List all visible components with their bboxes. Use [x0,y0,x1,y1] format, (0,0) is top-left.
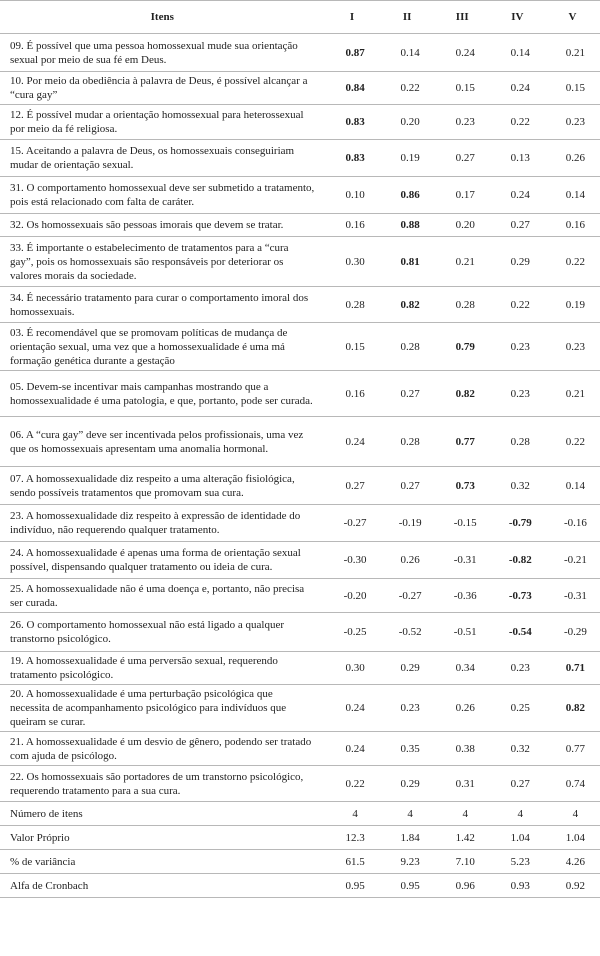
item-row-value: 0.84 [325,72,380,105]
item-row-value: 0.81 [380,237,435,287]
item-row-value: 0.77 [435,417,490,467]
item-row-value: -0.51 [435,613,490,652]
summary-row-value: 0.95 [325,874,380,898]
item-row-value: 0.73 [435,467,490,505]
item-row-label: 21. A homossexualidade é um desvio de gênero, podendo ser tratado com ajuda de psicólogo. [0,732,325,766]
item-row-value: 0.28 [325,287,380,323]
item-row-value: 0.74 [545,766,600,802]
item-row-value: 0.32 [490,732,545,766]
summary-row-value: 9.23 [380,850,435,874]
item-row-value: 0.16 [545,214,600,237]
item-row [0,105,600,140]
item-row-value: 0.30 [325,237,380,287]
summary-row-value: 4 [325,802,380,826]
item-row-value: 0.30 [325,652,380,685]
item-row-value: -0.19 [380,505,435,542]
item-row-value: 0.35 [380,732,435,766]
item-row-label: 12. É possível mudar a orientação homossexual para heterossexual por meio da fé religiosa. [0,105,325,140]
item-row-value: -0.36 [435,579,490,613]
item-row [0,417,600,467]
item-row [0,140,600,177]
summary-row-value: 12.3 [325,826,380,850]
item-row-value: 0.29 [380,766,435,802]
item-rows [0,34,600,802]
item-row [0,685,600,732]
item-row [0,237,600,287]
item-row [0,613,600,652]
item-row-value: -0.25 [325,613,380,652]
item-row-value: 0.34 [435,652,490,685]
item-row-value: 0.32 [490,467,545,505]
item-row-value: 0.38 [435,732,490,766]
item-row-value: 0.15 [325,323,380,371]
item-row-value: 0.19 [380,140,435,177]
item-row-value: 0.26 [435,685,490,732]
item-row [0,287,600,323]
summary-row-value: 1.84 [380,826,435,850]
item-row-value: 0.22 [545,417,600,467]
summary-row-value: 5.23 [490,850,545,874]
header-factor-iii: III [435,1,490,34]
item-row-value: 0.23 [490,371,545,417]
item-row [0,72,600,105]
item-row-value: -0.31 [435,542,490,579]
item-row-value: 0.82 [435,371,490,417]
item-row [0,34,600,72]
summary-row [0,826,600,850]
item-row-value: 0.27 [490,214,545,237]
header-items: Itens [0,1,325,34]
summary-row-label: % de variância [0,850,325,874]
summary-row-label: Alfa de Cronbach [0,874,325,898]
item-row-value: -0.30 [325,542,380,579]
item-row-value: 0.23 [490,652,545,685]
item-row-value: 0.23 [545,105,600,140]
item-row-label: 09. É possível que uma pessoa homossexual mude sua orientação sexual por meio de sua fé em Deus. [0,34,325,72]
item-row [0,505,600,542]
header-factor-iv: IV [490,1,545,34]
item-row-value: 0.22 [490,105,545,140]
item-row [0,467,600,505]
item-row-value: -0.29 [545,613,600,652]
item-row-value: 0.71 [545,652,600,685]
item-row-value: 0.27 [435,140,490,177]
summary-row-value: 1.04 [545,826,600,850]
item-row-value: 0.25 [490,685,545,732]
item-row-value: 0.83 [325,105,380,140]
item-row-label: 24. A homossexualidade é apenas uma forma de orientação sexual possível, dispensando qualquer tratamento ou ideia de cura. [0,542,325,579]
item-row-value: 0.21 [545,371,600,417]
item-row-value: 0.28 [490,417,545,467]
item-row [0,766,600,802]
item-row-value: 0.27 [490,766,545,802]
item-row [0,177,600,214]
item-row-label: 31. O comportamento homossexual deve ser submetido a tratamento, pois está relacionado com falta de caráter. [0,177,325,214]
item-row-value: 0.86 [380,177,435,214]
item-row-value: -0.31 [545,579,600,613]
item-row-value: -0.20 [325,579,380,613]
item-row-value: 0.87 [325,34,380,72]
item-row-label: 03. É recomendável que se promovam políticas de mudança de orientação sexual, uma vez que a homossexualidade é uma má formação genética durante a gestação [0,323,325,371]
item-row-value: 0.31 [435,766,490,802]
item-row-value: 0.24 [435,34,490,72]
summary-rows [0,802,600,898]
item-row-value: 0.16 [325,214,380,237]
item-row-value: 0.82 [545,685,600,732]
item-row-value: 0.15 [545,72,600,105]
summary-row-value: 0.93 [490,874,545,898]
item-row-value: -0.73 [490,579,545,613]
item-row-value: 0.14 [545,467,600,505]
header-factor-v: V [545,1,600,34]
item-row [0,542,600,579]
item-row [0,323,600,371]
item-row-value: 0.20 [380,105,435,140]
summary-row-label: Valor Próprio [0,826,325,850]
item-row-value: 0.16 [325,371,380,417]
item-row-value: 0.21 [435,237,490,287]
item-row-value: 0.13 [490,140,545,177]
item-row-value: 0.23 [490,323,545,371]
item-row-value: 0.27 [380,371,435,417]
item-row-label: 34. É necessário tratamento para curar o comportamento imoral dos homossexuais. [0,287,325,323]
summary-row [0,874,600,898]
item-row-value: 0.23 [545,323,600,371]
item-row-value: 0.17 [435,177,490,214]
item-row-value: 0.26 [380,542,435,579]
item-row-label: 22. Os homossexuais são portadores de um transtorno psicológico, requerendo tratamento para a sua cura. [0,766,325,802]
summary-row-value: 7.10 [435,850,490,874]
item-row [0,214,600,237]
item-row-label: 32. Os homossexuais são pessoas imorais que devem se tratar. [0,214,325,237]
item-row-value: 0.24 [325,685,380,732]
item-row-label: 06. A “cura gay” deve ser incentivada pelos profissionais, uma vez que os homossexuais apresentam uma anomalia hormonal. [0,417,325,467]
item-row-value: -0.79 [490,505,545,542]
item-row-value: 0.24 [490,72,545,105]
item-row-label: 25. A homossexualidade não é uma doença e, portanto, não precisa ser curada. [0,579,325,613]
item-row-value: -0.16 [545,505,600,542]
item-row-value: 0.29 [490,237,545,287]
item-row-value: 0.22 [380,72,435,105]
item-row-label: 07. A homossexualidade diz respeito a uma alteração fisiológica, sendo possíveis tratamentos que promovam sua cura. [0,467,325,505]
item-row-value: 0.20 [435,214,490,237]
summary-row-value: 4 [545,802,600,826]
item-row-label: 33. É importante o estabelecimento de tratamentos para a “cura gay”, pois os homossexuais são responsáveis por deteriorar os valores morais da sociedade. [0,237,325,287]
item-row-label: 05. Devem-se incentivar mais campanhas mostrando que a homossexualidade é uma patologia, e que, portanto, pode ser curada. [0,371,325,417]
summary-row-value: 1.42 [435,826,490,850]
item-row-value: 0.77 [545,732,600,766]
item-row-value: 0.22 [490,287,545,323]
item-row-value: -0.82 [490,542,545,579]
item-row-value: 0.15 [435,72,490,105]
item-row-label: 19. A homossexualidade é uma perversão sexual, requerendo tratamento psicológico. [0,652,325,685]
item-row-value: 0.27 [325,467,380,505]
item-row-value: 0.28 [435,287,490,323]
header-factor-i: I [325,1,380,34]
item-row-value: -0.15 [435,505,490,542]
item-row-value: 0.23 [435,105,490,140]
summary-row-value: 0.92 [545,874,600,898]
item-row-value: 0.19 [545,287,600,323]
item-row-label: 15. Aceitando a palavra de Deus, os homossexuais conseguiriam mudar de orientação sexual. [0,140,325,177]
item-row-value: 0.79 [435,323,490,371]
header-row [0,1,600,34]
item-row [0,732,600,766]
summary-row-value: 61.5 [325,850,380,874]
summary-row-value: 4 [380,802,435,826]
item-row-value: 0.24 [325,417,380,467]
header-factor-ii: II [380,1,435,34]
item-row-value: 0.22 [325,766,380,802]
item-row-value: 0.14 [380,34,435,72]
item-row-value: -0.21 [545,542,600,579]
item-row-value: 0.10 [325,177,380,214]
item-row-value: 0.82 [380,287,435,323]
item-row-label: 20. A homossexualidade é uma perturbação psicológica que necessita de acompanhamento psicológico para indivíduos que queiram se curar. [0,685,325,732]
summary-row [0,850,600,874]
item-row [0,371,600,417]
summary-row-value: 1.04 [490,826,545,850]
item-row-value: 0.14 [490,34,545,72]
item-row-value: 0.88 [380,214,435,237]
item-row-value: -0.27 [325,505,380,542]
item-row-value: 0.28 [380,323,435,371]
item-row-value: 0.83 [325,140,380,177]
item-row-label: 23. A homossexualidade diz respeito à expressão de identidade do indivíduo, não requerendo qualquer tratamento. [0,505,325,542]
item-row-value: 0.26 [545,140,600,177]
item-row-value: 0.23 [380,685,435,732]
summary-row-value: 4 [490,802,545,826]
item-row [0,652,600,685]
item-row-value: 0.24 [325,732,380,766]
item-row-value: 0.24 [490,177,545,214]
summary-row-value: 4 [435,802,490,826]
item-row-value: 0.22 [545,237,600,287]
summary-row-value: 0.96 [435,874,490,898]
item-row-value: 0.21 [545,34,600,72]
item-row-label: 26. O comportamento homossexual não está ligado a qualquer transtorno psicológico. [0,613,325,652]
item-row [0,579,600,613]
item-row-value: 0.27 [380,467,435,505]
summary-row-value: 0.95 [380,874,435,898]
item-row-label: 10. Por meio da obediência à palavra de Deus, é possível alcançar a “cura gay” [0,72,325,105]
item-row-value: -0.27 [380,579,435,613]
item-row-value: 0.14 [545,177,600,214]
summary-row [0,802,600,826]
item-row-value: -0.52 [380,613,435,652]
item-row-value: 0.28 [380,417,435,467]
summary-row-value: 4.26 [545,850,600,874]
summary-row-label: Número de itens [0,802,325,826]
item-row-value: -0.54 [490,613,545,652]
item-row-value: 0.29 [380,652,435,685]
